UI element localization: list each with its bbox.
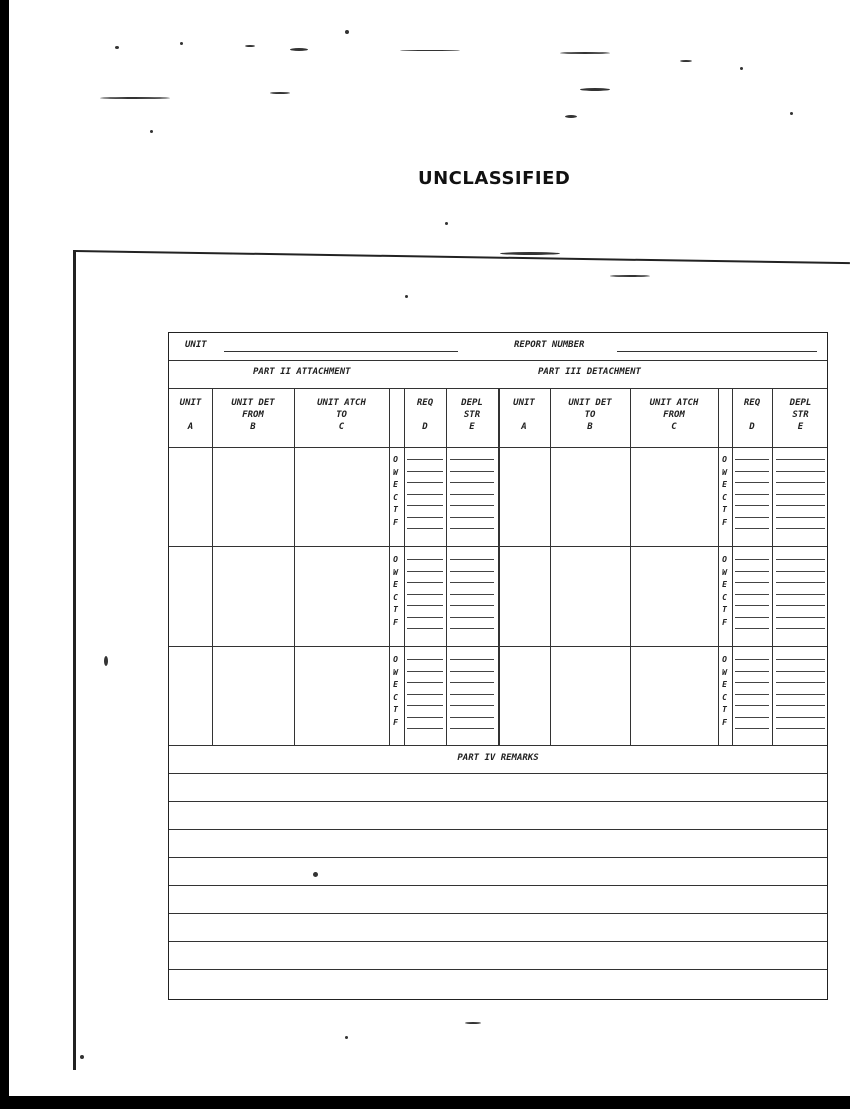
col-header-unit-det-to: UNIT DET TO B [568,398,612,432]
report-number-field[interactable] [617,351,817,352]
unit-field[interactable] [224,351,458,352]
scan-edge-bottom [0,1096,850,1109]
report-number-label: REPORT NUMBER [514,340,585,350]
col-header-unit-det-from: UNIT DET FROM B [231,398,275,432]
owectf-column-p2-r2: O W E C T F [393,555,398,627]
col-header-unit-atch-to: UNIT ATCH TO C [317,398,366,432]
col-header-depl-str: DEPL STR E [461,398,483,432]
part3-title: PART III DETACHMENT [538,367,641,377]
owectf-column-p3-r3: O W E C T F [722,655,727,727]
unit-label: UNIT [185,340,207,350]
owectf-column-p2-r3: O W E C T F [393,655,398,727]
row-divider-3 [169,745,827,746]
report-form [168,332,828,1000]
scan-edge-left [0,0,9,1096]
row-divider-1 [169,546,827,547]
col-header-unit-a-part3: UNIT A [513,398,535,432]
page-header-rule [75,250,850,264]
form-header-row [169,333,827,361]
col-header-unit-atch-from: UNIT ATCH FROM C [649,398,699,432]
page-margin-rule [73,250,76,1070]
row-divider-2 [169,646,827,647]
col-header-depl-str-part3: DEPL STR E [789,398,812,432]
col-header-unit-a: UNIT A [179,398,202,432]
part2-title: PART II ATTACHMENT [253,367,351,377]
owectf-column-p3-r2: O W E C T F [722,555,727,627]
owectf-column-p3-r1: O W E C T F [722,455,727,527]
header-divider [169,447,827,448]
owectf-column-p2-r1: O W E C T F [393,455,398,527]
form-parts-row [169,361,827,389]
col-header-req-part3: REQ D [743,398,761,432]
col-header-req: REQ D [416,398,434,432]
part4-remarks-title: PART IV REMARKS [457,753,539,763]
classification-marking: UNCLASSIFIED [418,168,571,189]
